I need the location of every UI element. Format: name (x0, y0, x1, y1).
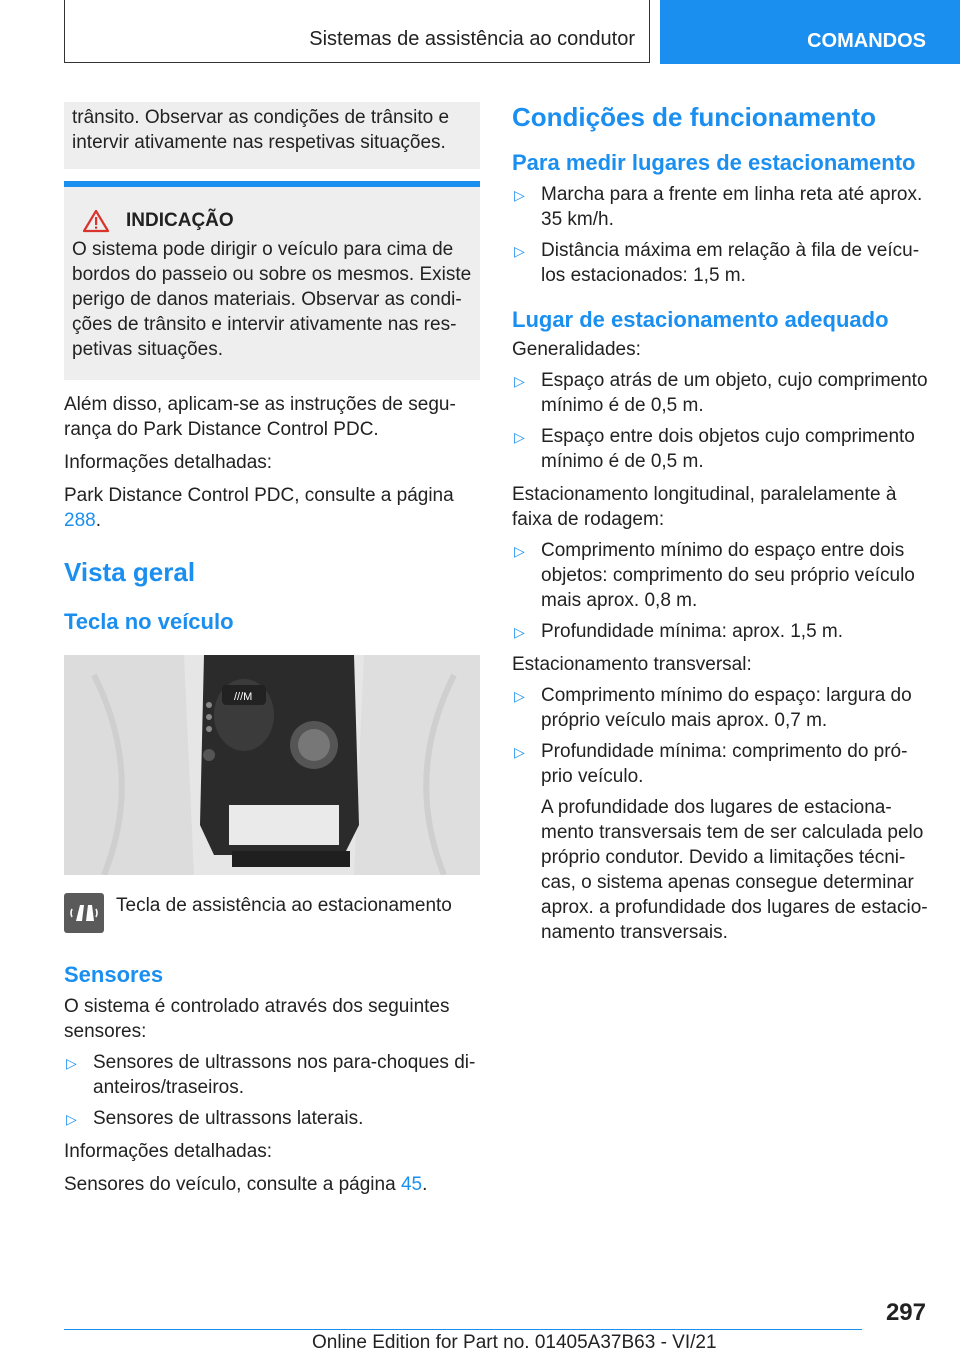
warning-text: O sistema pode dirigir o veículo para cima de bordos do passeio ou sobre os mesmos. Existe perigo de danos materiais. Observar as condições de trânsito e intervir ativamente nas respetivas situações. (72, 239, 472, 360)
triangle-bullet-icon: ▷ (66, 1055, 77, 1071)
list-item: ▷ Marcha para a frente em linha reta até aprox. 35 km/h. (514, 184, 923, 230)
warning-triangle-icon (82, 209, 110, 233)
continued-note-box (64, 102, 480, 169)
general-label: Generalidades: (512, 339, 641, 360)
details-label: Informações detalhadas: (64, 452, 273, 473)
triangle-bullet-icon: ▷ (514, 373, 525, 389)
longitudinal-label: Estacionamento longitudinal, paralelamente à faixa de rodagem: (512, 484, 897, 530)
warning-box (64, 181, 480, 380)
conditions-heading: Condições de funcionamento (512, 102, 877, 132)
svg-text:///M: ///M (234, 691, 253, 703)
longitudinal-list (512, 538, 928, 644)
triangle-bullet-icon: ▷ (514, 543, 525, 559)
pdc-reference: Park Distance Control PDC, consulte a página 288. (64, 485, 454, 531)
header-chapter-label: COMANDOS (807, 30, 926, 52)
footer-edition: Online Edition for Part no. 01405A37B63 - VI/21 (312, 1332, 717, 1353)
header-section-box (64, 0, 650, 63)
sensors-reference: Sensores do veículo, consulte a página 45. (64, 1174, 428, 1195)
center-console-image (64, 655, 480, 875)
warning-header (72, 209, 472, 233)
center-console-photo (64, 655, 480, 875)
footer-divider (64, 1329, 862, 1330)
triangle-bullet-icon: ▷ (514, 187, 525, 203)
sensors-reference-text: Sensores do veículo, consulte a página (64, 1174, 401, 1195)
general-list (512, 368, 928, 474)
image-caption: Tecla de assistência ao estacionamento (116, 895, 452, 916)
pdc-page-link[interactable]: 288 (64, 510, 96, 531)
sensors-page-link[interactable]: 45 (400, 1174, 423, 1195)
pdc-reference-text: Park Distance Control PDC, consulte a página (64, 485, 454, 506)
header-section-title: Sistemas de assistência ao condutor (309, 28, 635, 50)
overview-heading: Vista geral (64, 557, 196, 587)
list-item: ▷ Sensores de ultrassons laterais. (64, 1106, 480, 1131)
list-item: ▷ Profundidade mínima: comprimento do próprio veículo. A profundidade dos lugares de estacionamento transversais tem de ser calculada pelo próprio condutor. Devido a limitações técnicas, o sistema apenas consegue determinar aprox. a profundidade dos lugares de estacionamento transversais. (514, 741, 928, 943)
list-item: ▷ Comprimento mínimo do espaço: largura do próprio veículo mais aprox. 0,7 m. (514, 685, 912, 731)
measure-list (512, 182, 928, 288)
safety-paragraph: Além disso, aplicam-se as instruções de segurança do Park Distance Control PDC. (64, 394, 456, 440)
measure-heading: Para medir lugares de estacionamento (512, 150, 916, 175)
list-item: ▷ Espaço atrás de um objeto, cujo comprimento mínimo é de 0,5 m. (514, 370, 928, 416)
transversal-note: A profundidade dos lugares de estacionamento transversais tem de ser calculada pelo próprio condutor. Devido a limitações técnicas, o sistema apenas consegue determinar aprox. a profundidade dos lugares de estacionamento transversais. (541, 797, 928, 943)
caption-row (64, 893, 480, 933)
right-column (512, 102, 928, 945)
list-item: ▷ Comprimento mínimo do espaço entre dois objetos: comprimento do seu próprio veículo mais aprox. 0,8 m. (514, 540, 915, 611)
details-label-2: Informações detalhadas: (64, 1141, 273, 1162)
list-item: ▷ Distância máxima em relação à fila de veículos estacionados: 1,5 m. (514, 240, 920, 286)
continued-note-text: trânsito. Observar as condições de trânsito e intervir ativamente nas respetivas situações. (72, 107, 450, 153)
left-column (64, 102, 480, 1197)
triangle-bullet-icon: ▷ (514, 624, 525, 640)
page-header (64, 0, 960, 64)
transversal-label: Estacionamento transversal: (512, 654, 752, 675)
page-number: 297 (885, 1299, 926, 1326)
triangle-bullet-icon: ▷ (514, 688, 525, 704)
sensors-list (64, 1050, 480, 1131)
sensors-intro: O sistema é controlado através dos seguintes sensores: (64, 996, 450, 1042)
sensors-heading: Sensores (64, 962, 164, 987)
parking-assist-icon (64, 893, 104, 933)
header-chapter-tab[interactable] (660, 0, 960, 64)
list-item: ▷ Sensores de ultrassons nos para-choques dianteiros/traseiros. (66, 1052, 476, 1098)
suitable-space-heading: Lugar de estacionamento adequado (512, 307, 889, 332)
triangle-bullet-icon: ▷ (514, 429, 525, 445)
triangle-bullet-icon: ▷ (514, 744, 525, 760)
transversal-list (512, 683, 928, 945)
list-item: ▷ Profundidade mínima: aprox. 1,5 m. (512, 619, 928, 644)
list-item: ▷ Espaço entre dois objetos cujo comprimento mínimo é de 0,5 m. (514, 426, 915, 472)
warning-title: INDICAÇÃO (126, 210, 234, 231)
triangle-bullet-icon: ▷ (66, 1111, 77, 1127)
vehicle-button-heading: Tecla no veículo (64, 609, 234, 634)
triangle-bullet-icon: ▷ (514, 243, 525, 259)
